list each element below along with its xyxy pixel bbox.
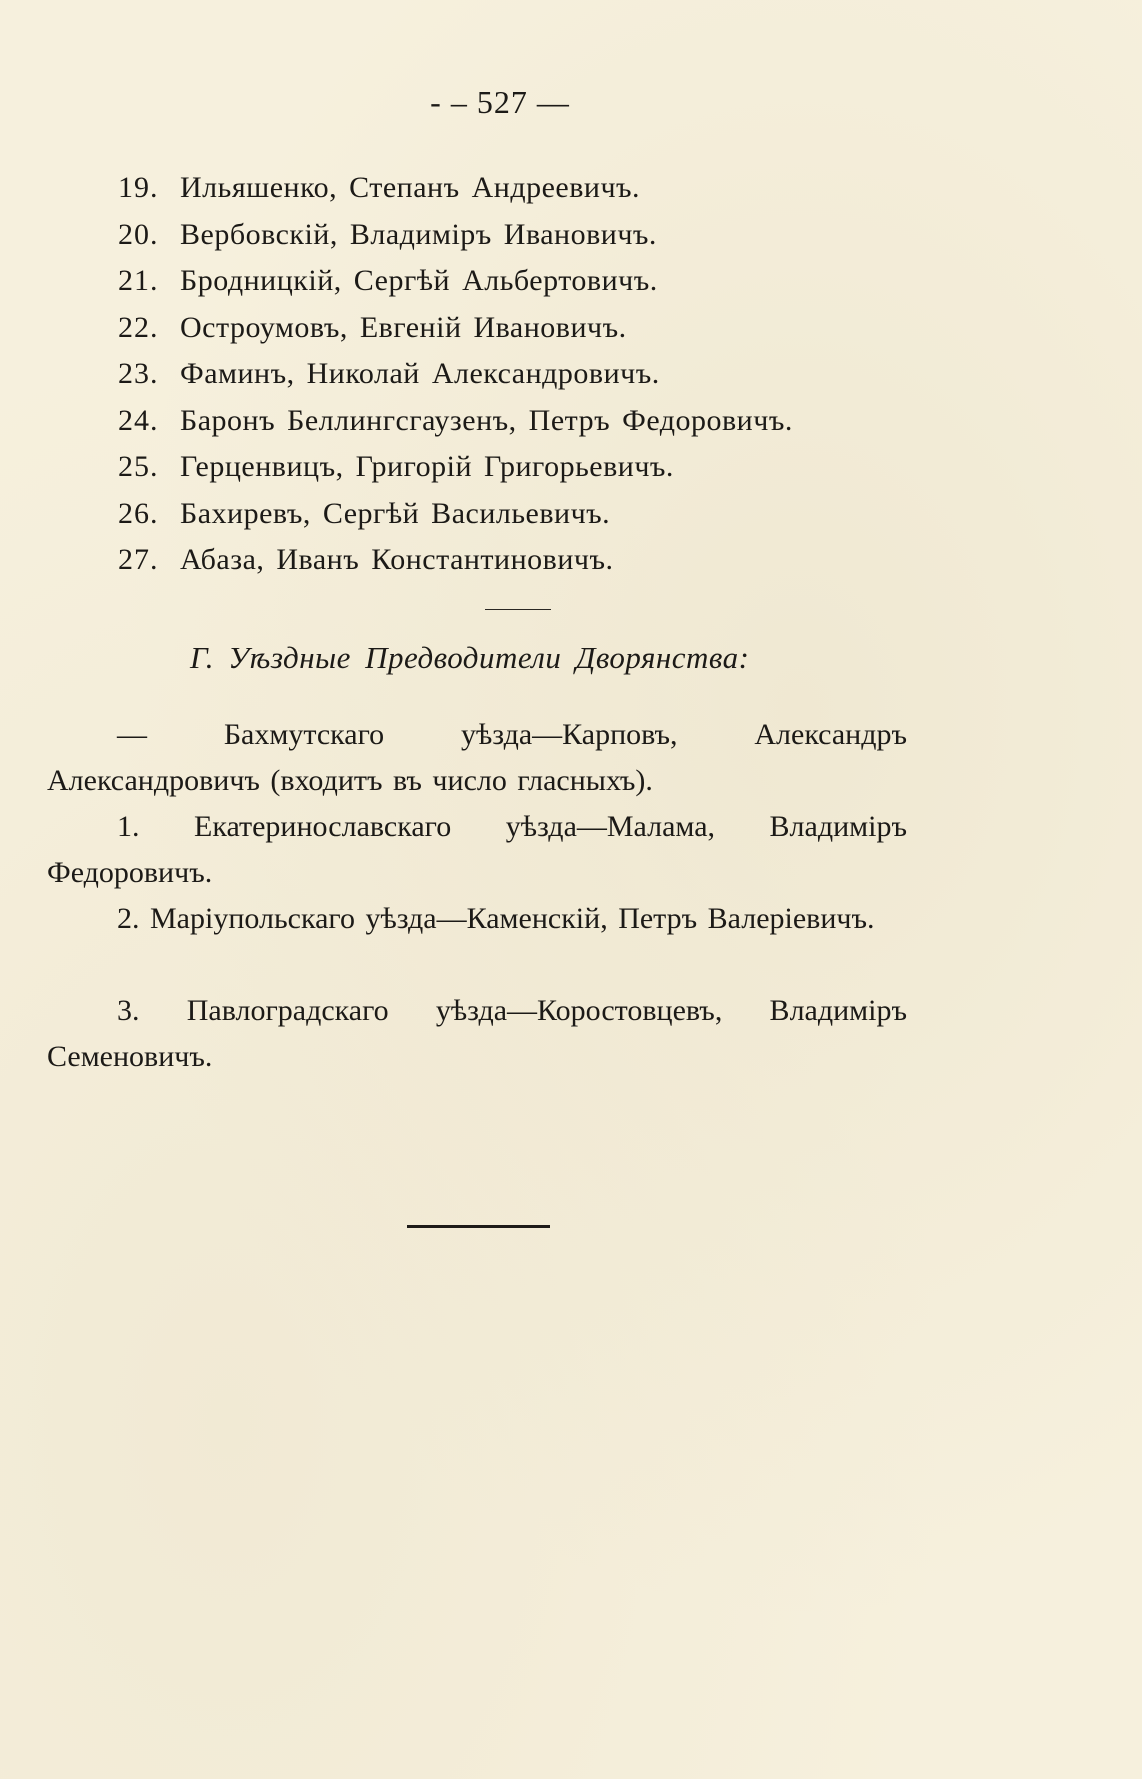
- list-item-number: 21.: [118, 264, 159, 297]
- list-item-name: Ильяшенко, Степанъ Андреевичъ.: [180, 171, 641, 204]
- paragraph: 2. Маріупольскаго уѣзда—Каменскій, Петръ Валеріевичъ.: [117, 902, 875, 935]
- list-item-number: 19.: [118, 171, 159, 204]
- paragraph: — Бахмутскаго уѣзда—Карповъ, Александръ Александровичъ (входитъ въ число гласныхъ).: [47, 718, 907, 797]
- list-item-name: Абаза, Иванъ Константиновичъ.: [180, 543, 614, 576]
- paragraph: 3. Павлоградскаго уѣзда—Коростовцевъ, Владиміръ Семеновичъ.: [47, 994, 907, 1073]
- list-item-name: Остроумовъ, Евгеній Ивановичъ.: [180, 310, 627, 344]
- list-item-number: 22.: [118, 310, 159, 344]
- section-divider: [485, 609, 551, 610]
- list-item: [118, 165, 918, 212]
- list-item: [118, 351, 918, 398]
- list-item: [118, 305, 918, 352]
- list-item-number: 26.: [118, 496, 159, 530]
- list-item: [118, 258, 918, 305]
- paragraph: 1. Екатеринославскаго уѣзда—Малама, Владиміръ Федоровичъ.: [47, 810, 907, 889]
- section-heading: Г. Уѣздные Предводители Дворянства:: [190, 640, 750, 675]
- list-item: [118, 398, 918, 445]
- list-item: [118, 491, 918, 538]
- list-item-name: Бахиревъ, Сергѣй Васильевичъ.: [180, 496, 611, 530]
- list-item-number: 25.: [118, 450, 159, 483]
- list-item-number: 27.: [118, 543, 159, 576]
- list-item-name: Герценвицъ, Григорій Григорьевичъ.: [180, 450, 674, 483]
- list-item-name: Бродницкій, Сергѣй Альбертовичъ.: [180, 264, 658, 297]
- list-item: [118, 537, 918, 584]
- page-number: - – 527 —: [430, 84, 570, 120]
- list-item-number: 20.: [118, 217, 159, 251]
- list-item-number: 23.: [118, 357, 159, 390]
- list-item-name: Фаминъ, Николай Александровичъ.: [180, 357, 660, 390]
- member-list: [118, 165, 918, 584]
- list-item-number: 24.: [118, 403, 159, 437]
- list-item-name: Баронъ Беллингсгаузенъ, Петръ Федоровичъ.: [180, 403, 793, 437]
- list-item: [118, 212, 918, 259]
- list-item-name: Вербовскій, Владиміръ Ивановичъ.: [180, 217, 657, 251]
- list-item: [118, 444, 918, 491]
- end-divider: [407, 1225, 550, 1228]
